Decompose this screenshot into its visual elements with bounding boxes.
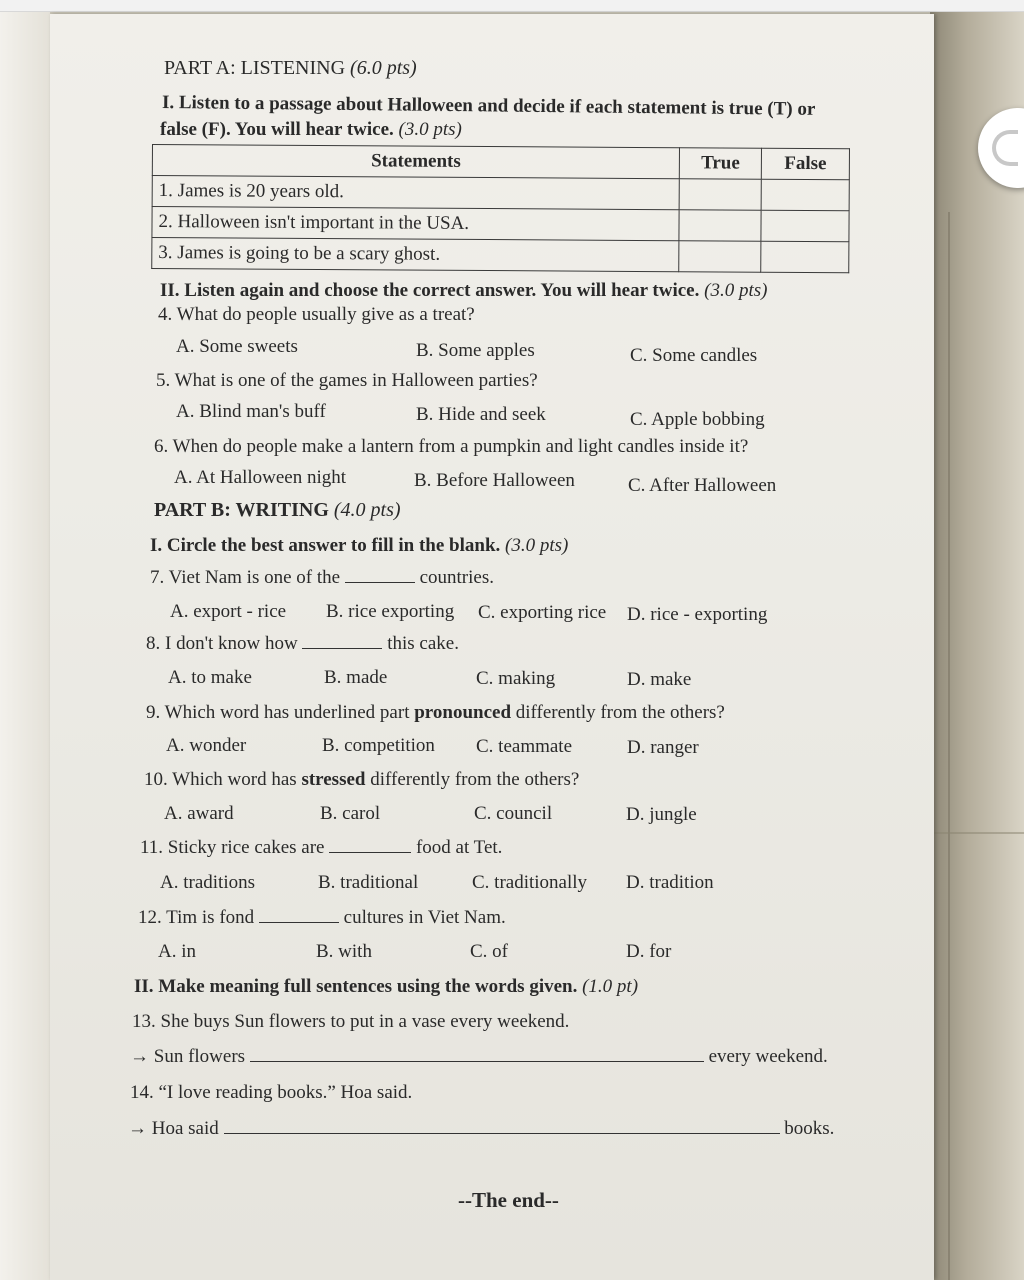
false-cell[interactable]: [761, 179, 849, 211]
false-cell[interactable]: [761, 210, 849, 242]
photo-left-edge: [0, 12, 50, 1280]
q8-option-c[interactable]: C. making: [476, 668, 556, 689]
part-b-sec2-points: (1.0 pt): [582, 976, 639, 997]
part-a-sec2-heading: [160, 280, 767, 303]
photo-tile-background: [930, 12, 1024, 1280]
part-a-sec2-title: II. Listen again and choose the correct answer. You will hear twice.: [160, 280, 700, 301]
question-9: [146, 702, 725, 725]
q7-option-d[interactable]: D. rice - exporting: [627, 604, 768, 625]
table-row: [152, 238, 849, 273]
q12-text-before: 12. Tim is fond: [138, 907, 255, 928]
q13-answer-suffix: every weekend.: [708, 1046, 828, 1067]
part-a-sec2-points: (3.0 pts): [704, 280, 768, 301]
question-5: 5. What is one of the games in Halloween parties?: [156, 370, 538, 391]
q11-option-b[interactable]: B. traditional: [318, 872, 419, 893]
question-8: [146, 633, 459, 656]
q8-option-b[interactable]: B. made: [324, 667, 388, 688]
part-a-title: PART A: LISTENING: [164, 57, 346, 79]
q14-answer-prefix: → Hoa said: [128, 1118, 219, 1139]
header-statements: Statements: [152, 145, 679, 179]
q8-text-after: this cake.: [387, 633, 459, 654]
q7-option-a[interactable]: A. export - rice: [170, 601, 287, 622]
q14-answer-suffix: books.: [784, 1118, 835, 1139]
part-b-heading: [154, 498, 401, 522]
q12-blank[interactable]: [259, 922, 339, 923]
q9-option-b[interactable]: B. competition: [322, 735, 435, 756]
q8-option-d[interactable]: D. make: [627, 669, 692, 690]
part-a-heading: [164, 56, 417, 80]
q12-option-c[interactable]: C. of: [470, 941, 508, 962]
q13-answer-blank[interactable]: [250, 1061, 704, 1062]
exam-content: [50, 14, 934, 1280]
statements-table: [151, 144, 850, 273]
q5-option-a[interactable]: A. Blind man's buff: [176, 401, 326, 422]
q5-option-c[interactable]: C. Apple bobbing: [630, 409, 765, 430]
q10-option-c[interactable]: C. council: [474, 803, 553, 824]
q9-option-d[interactable]: D. ranger: [627, 737, 699, 758]
exam-paper: [50, 14, 934, 1280]
true-cell[interactable]: [679, 210, 761, 241]
q11-option-d[interactable]: D. tradition: [626, 872, 714, 893]
table-row: [152, 207, 849, 242]
q7-text-after: countries.: [419, 567, 494, 588]
q11-option-a[interactable]: A. traditions: [160, 872, 255, 893]
part-b-sec1-points: (3.0 pts): [505, 535, 569, 556]
q11-text-after: food at Tet.: [415, 837, 503, 858]
question-6: 6. When do people make a lantern from a pumpkin and light candles inside it?: [154, 436, 749, 457]
true-cell[interactable]: [679, 179, 761, 210]
header-true: True: [679, 148, 761, 179]
q13-answer-prefix: → Sun flowers: [130, 1046, 246, 1067]
q7-text-before: 7. Viet Nam is one of the: [150, 567, 341, 588]
part-a-sec1-line2: false (F). You will hear twice.: [160, 119, 394, 140]
q7-option-b[interactable]: B. rice exporting: [326, 601, 455, 622]
q6-option-b[interactable]: B. Before Halloween: [414, 470, 575, 491]
q4-option-c[interactable]: C. Some candles: [630, 345, 758, 366]
part-b-title: PART B: WRITING: [154, 499, 329, 521]
table-row: [152, 176, 849, 211]
refresh-icon: [992, 130, 1018, 166]
statement-cell: 3. James is going to be a scary ghost.: [152, 238, 679, 272]
q9-option-c[interactable]: C. teammate: [476, 736, 573, 757]
true-cell[interactable]: [679, 241, 761, 272]
q6-option-c[interactable]: C. After Halloween: [628, 475, 777, 496]
q14-answer-blank[interactable]: [224, 1133, 780, 1134]
part-a-sec1-line2-wrap: [160, 119, 462, 142]
q9-bold-word: pronounced: [414, 702, 512, 723]
q10-option-a[interactable]: A. award: [164, 803, 234, 824]
q12-option-a[interactable]: A. in: [158, 941, 196, 962]
question-13: 13. She buys Sun flowers to put in a vase every weekend.: [132, 1011, 570, 1032]
question-11: [140, 837, 502, 860]
q7-option-c[interactable]: C. exporting rice: [478, 602, 607, 623]
q6-option-a[interactable]: A. At Halloween night: [174, 467, 347, 488]
q12-option-b[interactable]: B. with: [316, 941, 372, 962]
q8-text-before: 8. I don't know how: [146, 633, 298, 654]
false-cell[interactable]: [761, 241, 849, 273]
q5-option-b[interactable]: B. Hide and seek: [416, 404, 546, 425]
table-header-row: [152, 145, 849, 180]
q4-option-b[interactable]: B. Some apples: [416, 340, 535, 361]
question-7: [150, 567, 494, 590]
statement-cell: 1. James is 20 years old.: [152, 176, 679, 210]
q10-text-after: differently from the others?: [370, 769, 580, 790]
statement-cell: 2. Halloween isn't important in the USA.: [152, 207, 679, 241]
q10-option-d[interactable]: D. jungle: [626, 804, 697, 825]
tile-grout-line: [948, 212, 950, 1280]
q12-text-after: cultures in Viet Nam.: [343, 907, 506, 928]
question-4: 4. What do people usually give as a treat?: [158, 304, 475, 325]
q11-text-before: 11. Sticky rice cakes are: [140, 837, 325, 858]
q8-blank[interactable]: [302, 648, 382, 649]
browser-top-bar: [0, 0, 1024, 12]
part-a-points: (6.0 pts): [350, 57, 417, 79]
part-a-sec1-points: (3.0 pts): [398, 119, 462, 140]
q11-blank[interactable]: [329, 852, 411, 853]
q10-option-b[interactable]: B. carol: [320, 803, 381, 824]
q14-answer-line: [128, 1118, 834, 1141]
question-14: 14. “I love reading books.” Hoa said.: [130, 1082, 413, 1103]
q12-option-d[interactable]: D. for: [626, 941, 672, 962]
q10-text-before: 10. Which word has: [144, 769, 297, 790]
q9-option-a[interactable]: A. wonder: [166, 735, 247, 756]
part-b-sec1-heading: [150, 535, 568, 558]
q13-answer-line: [130, 1046, 828, 1069]
question-12: [138, 907, 506, 930]
q7-blank[interactable]: [345, 582, 415, 583]
question-10: [144, 769, 579, 792]
part-b-sec1-title: I. Circle the best answer to fill in the blank.: [150, 535, 501, 556]
q10-bold-word: stressed: [301, 769, 366, 790]
part-b-sec2-heading: [134, 976, 638, 999]
part-b-points: (4.0 pts): [333, 499, 401, 521]
part-b-sec2-title: II. Make meaning full sentences using the words given.: [134, 976, 578, 997]
part-a-sec1-line1: I. Listen to a passage about Halloween and decide if each statement is true (T) or: [161, 92, 816, 120]
tile-grout-line: [930, 832, 1024, 834]
q11-option-c[interactable]: C. traditionally: [472, 872, 588, 893]
q9-text-after: differently from the others?: [515, 702, 725, 723]
header-false: False: [761, 148, 849, 180]
q4-option-a[interactable]: A. Some sweets: [176, 336, 298, 357]
q9-text-before: 9. Which word has underlined part: [146, 702, 410, 723]
the-end-text: --The end--: [458, 1188, 559, 1212]
q8-option-a[interactable]: A. to make: [168, 667, 252, 688]
